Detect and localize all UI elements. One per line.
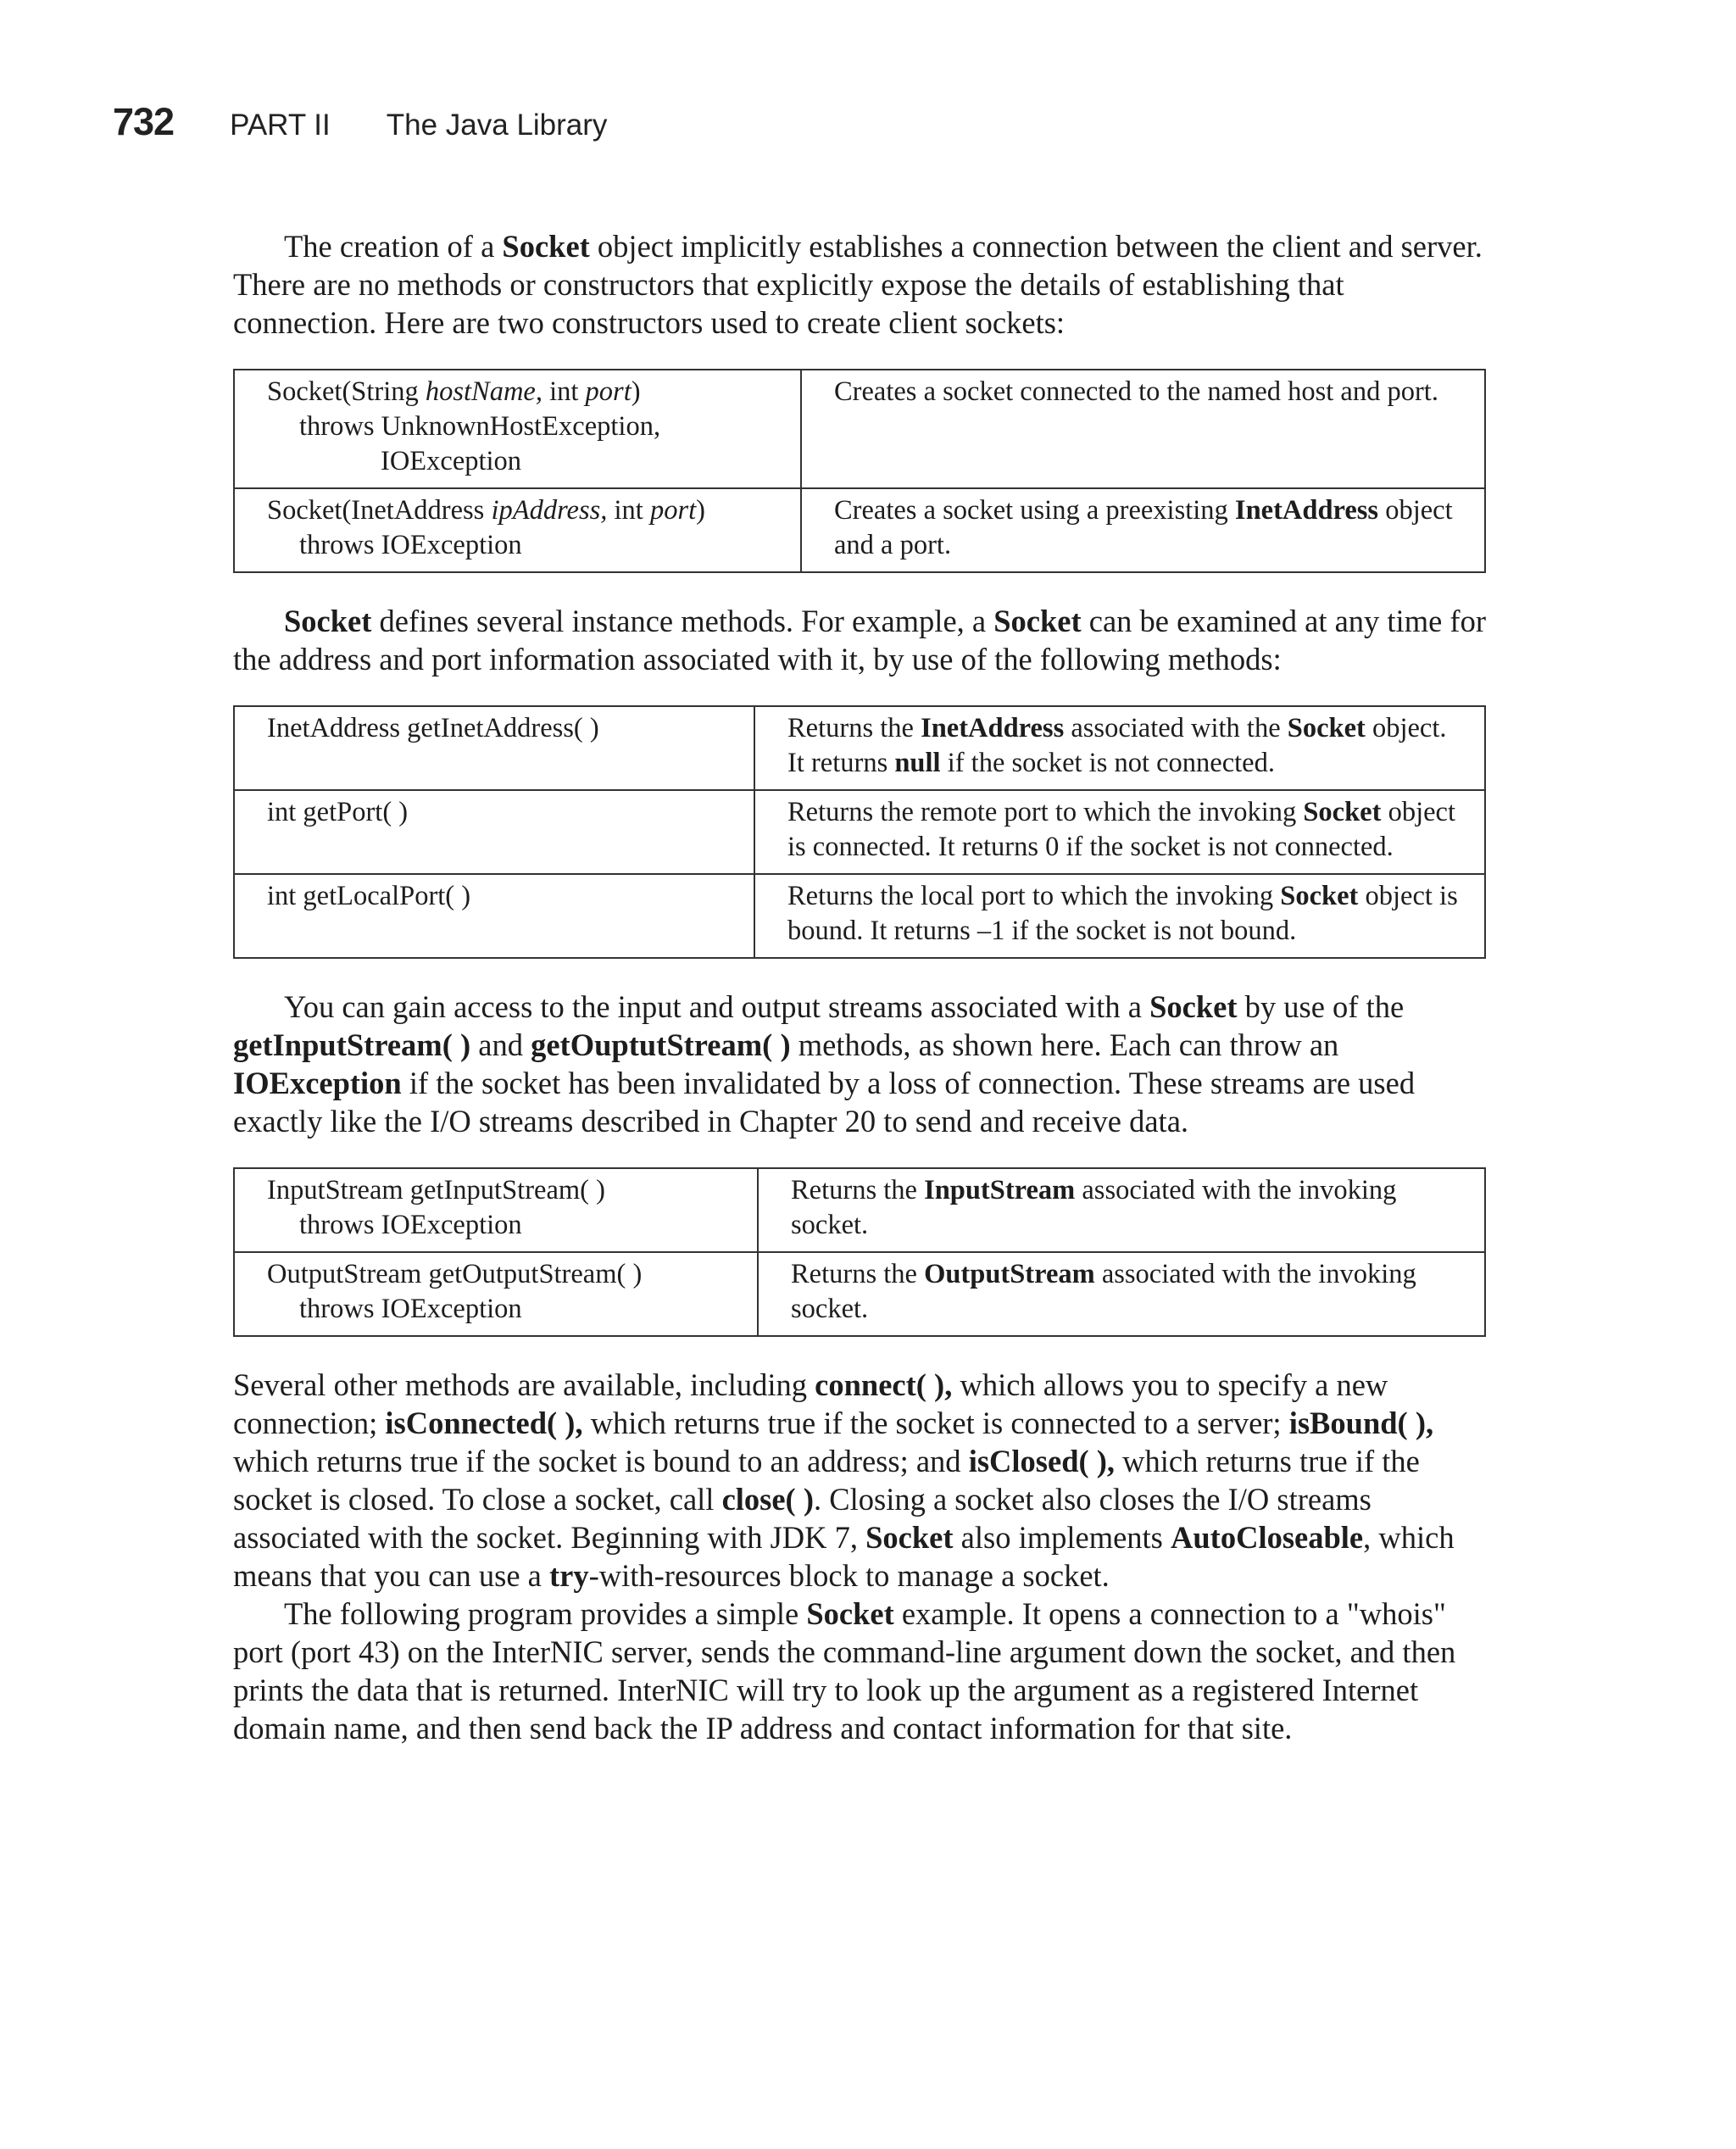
- stream-methods-table: [233, 1167, 1486, 1337]
- description-cell: Returns the remote port to which the invoking Socket object is connected. It returns 0 if the socket is not connected.: [754, 790, 1485, 874]
- table-row: [234, 1252, 1485, 1336]
- page-number: 732: [113, 100, 175, 143]
- signature-cell: Socket(String hostName, int port) throws UnknownHostException, IOException: [234, 370, 801, 488]
- paragraph-instance-methods: Socket defines several instance methods. For example, a Socket can be examined at any time for the address and port information associated with it, by use of the following methods:: [233, 604, 1486, 676]
- description-cell: Returns the OutputStream associated with the invoking socket.: [758, 1252, 1485, 1336]
- signature-cell: OutputStream getOutputStream( ) throws IOException: [234, 1252, 758, 1336]
- paragraph-streams: You can gain access to the input and output streams associated with a Socket by use of the getInputStream( ) and getOuptutStream( ) methods, as shown here. Each can throw an IOException if the socket has been invalidated by a loss of connection. These streams are used exactly like the I/O streams described in Chapter 20 to send and receive data.: [233, 989, 1416, 1139]
- signature-cell: int getLocalPort( ): [234, 874, 754, 958]
- table-row: [234, 790, 1485, 874]
- table-row: [234, 370, 1485, 488]
- running-title: The Java Library: [386, 109, 608, 142]
- signature-cell: int getPort( ): [234, 790, 754, 874]
- table-row: [234, 874, 1485, 958]
- description-cell: Creates a socket using a preexisting InetAddress object and a port.: [801, 488, 1485, 572]
- table-row: [234, 706, 1485, 790]
- table-row: [234, 1168, 1485, 1252]
- page-body: [233, 227, 1486, 1747]
- paragraph-other-methods: Several other methods are available, including connect( ), which allows you to specify a new connection; isConnected( ), which returns true if the socket is connected to a server; isBound( ), which returns true if the socket is bound to an address; and isClosed( ), which returns true if the socket is closed. To close a socket, call close( ). Closing a socket also closes the I/O streams associated with the socket. Beginning with JDK 7, Socket also implements AutoCloseable, which means that you can use a try-with-resources block to manage a socket.: [233, 1367, 1455, 1593]
- part-label: PART II: [230, 109, 331, 142]
- description-cell: Creates a socket connected to the named host and port.: [801, 370, 1485, 488]
- paragraph-whois-example: The following program provides a simple Socket example. It opens a connection to a "whois" port (port 43) on the InterNIC server, sends the command-line argument down the socket, and then prints the data that is returned. InterNIC will try to look up the argument as a registered Internet domain name, and then send back the IP address and contact information for that site.: [233, 1596, 1456, 1745]
- signature-cell: Socket(InetAddress ipAddress, int port) throws IOException: [234, 488, 801, 572]
- signature-cell: InputStream getInputStream( ) throws IOException: [234, 1168, 758, 1252]
- address-methods-table: [233, 705, 1486, 959]
- description-cell: Returns the local port to which the invoking Socket object is bound. It returns –1 if the socket is not bound.: [754, 874, 1485, 958]
- constructors-table: [233, 369, 1486, 573]
- table-row: [234, 488, 1485, 572]
- page-header: [113, 100, 607, 144]
- paragraph-socket-creation: The creation of a Socket object implicitly establishes a connection between the client and server. There are no methods or constructors that explicitly expose the details of establishing that connection. Here are two constructors used to create client sockets:: [233, 229, 1483, 340]
- signature-cell: InetAddress getInetAddress( ): [234, 706, 754, 790]
- description-cell: Returns the InputStream associated with the invoking socket.: [758, 1168, 1485, 1252]
- description-cell: Returns the InetAddress associated with the Socket object. It returns null if the socket is not connected.: [754, 706, 1485, 790]
